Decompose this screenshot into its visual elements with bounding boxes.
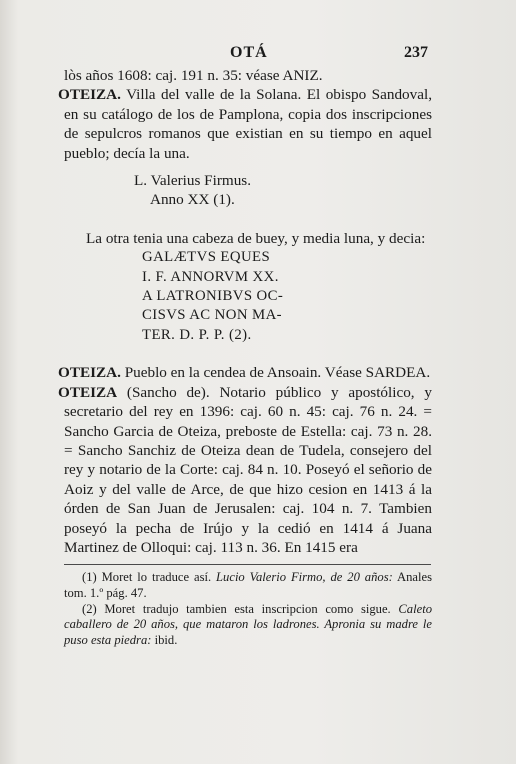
footnote-1-text: (1) Moret lo traduce así. (82, 570, 212, 584)
entry-text: (Sancho de). Notario público y apostólico, y secretario del rey en 1396: caj. 60 n. 45: caj. 76 n. 24. = Sancho Garcia de Oteiza, preboste de Estella: caj. 73 n. 28. = Sancho Sanchiz de Oteiza dean de Tudela, consejero del rey y notario de la Corte: caj. 84 n. 10. Poseyó el señorio de Aoiz y del valle de Arce, de que hizo cesion en 1413 á la órden de San Juan de Jerusalen: caj. 104 n. 7. Tambien poseyó la pecha de Irújo y la cedió en 1414 á Juana Martinez de Olloqui: caj. 113 n. 36. En 1415 era (64, 383, 432, 556)
header-title: OTÁ (230, 44, 268, 61)
footnote-2-ref: ibid. (154, 633, 178, 648)
footnote-1-ref: Anales tom. 1.º pág. 47. (64, 570, 433, 600)
main-text (58, 66, 432, 557)
entry-text: Pueblo en la cendea de Ansoain. Véase (124, 364, 366, 382)
entry-head: OTEIZA (58, 383, 118, 401)
inscription-one (64, 171, 432, 210)
paragraph-second-inscription: La otra tenia una cabeza de buey, y media luna, y decia: (86, 229, 426, 247)
inscription-two-line: A LATRONIBVS OC- (142, 288, 284, 305)
cross-reference: SARDEA. (365, 364, 431, 382)
entry-head: OTEIZA. (58, 364, 121, 382)
entry-text: Villa del valle de la Solana. El obispo Sandoval, en su catálogo de los de Pamplona, copia dos inscripciones de sepulcros romanos que existian en su tiempo en aquel pueblo; decía la una. (64, 86, 432, 162)
entry-oteiza-pueblo (58, 363, 432, 382)
running-header (0, 44, 516, 66)
inscription-one-line-1: L. Valerius Firmus. (134, 172, 251, 190)
inscription-two-line: TER. D. P. P. (2). (142, 326, 252, 343)
footnote-divider (64, 564, 431, 565)
footnote-1 (64, 570, 432, 602)
inscription-two-line: I. F. ANNORVM XX. (142, 268, 279, 285)
footnote-2-text: (2) Moret tradujo tambien esta inscripcion como sigue. (82, 601, 391, 616)
paragraph-continuation: lòs años 1608: caj. 191 n. 35: véase ANIZ. (64, 67, 323, 84)
entry-oteiza-villa (58, 85, 432, 163)
inscription-two-line: CISVS AC NON MA- (142, 307, 283, 324)
footnote-1-italic: Lucio Valerio Firmo, de 20 años: (216, 570, 393, 584)
entry-head: OTEIZA. (58, 86, 121, 104)
page-number: 237 (404, 44, 428, 61)
footnotes (64, 570, 432, 649)
footnote-2 (64, 602, 432, 649)
inscription-two-line: GALÆTVS EQUES (142, 249, 271, 266)
inscription-two (64, 248, 432, 345)
entry-oteiza-sancho (58, 383, 432, 558)
inscription-one-line-2: Anno XX (1). (150, 191, 235, 209)
footnote-2-italic: Caleto caballero de 20 años, que mataron los ladrones. Apronia su madre le puso esta piedra: (64, 601, 432, 648)
